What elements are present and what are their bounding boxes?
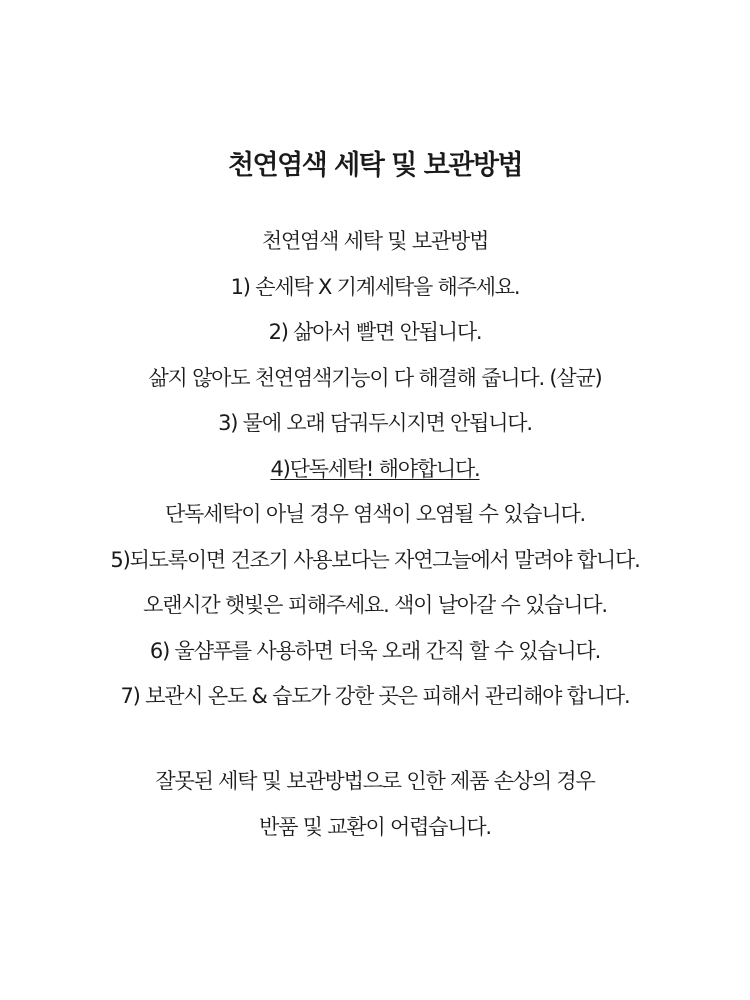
notice-line-1: 잘못된 세탁 및 보관방법으로 인한 제품 손상의 경우	[155, 769, 595, 793]
instruction-line-2: 2) 삶아서 빨면 안됩니다.	[268, 320, 482, 344]
instruction-line-4: 4)단독세탁! 해야합니다.	[270, 456, 480, 481]
instruction-line-6: 6) 울샴푸를 사용하면 더욱 오래 간직 할 수 있습니다.	[149, 638, 601, 663]
page-title: 천연염색 세탁 및 보관방법	[227, 150, 523, 181]
instruction-heading: 천연염색 세탁 및 보관방법	[261, 229, 489, 253]
instruction-line-1: 1) 손세탁 X 기계세탁을 해주세요.	[230, 274, 520, 299]
instruction-line-3: 3) 물에 오래 담궈두시지면 안됩니다.	[218, 411, 532, 435]
instruction-line-4-note: 단독세탁이 아닐 경우 염색이 오염될 수 있습니다.	[164, 502, 586, 526]
instruction-list	[0, 219, 750, 720]
instruction-line-7: 7) 보관시 온도 & 습도가 강한 곳은 피해서 관리해야 합니다.	[120, 684, 630, 708]
instruction-line-5: 5)되도록이면 건조기 사용보다는 자연그늘에서 말려야 합니다.	[110, 547, 640, 572]
return-policy-notice	[0, 758, 750, 850]
notice-line-2: 반품 및 교환이 어렵습니다.	[259, 815, 491, 839]
instruction-line-5-note: 오랜시간 햇빛은 피해주세요. 색이 날아갈 수 있습니다.	[143, 593, 607, 617]
instruction-line-2-note: 삶지 않아도 천연염색기능이 다 해결해 줍니다. (살균)	[148, 365, 602, 390]
